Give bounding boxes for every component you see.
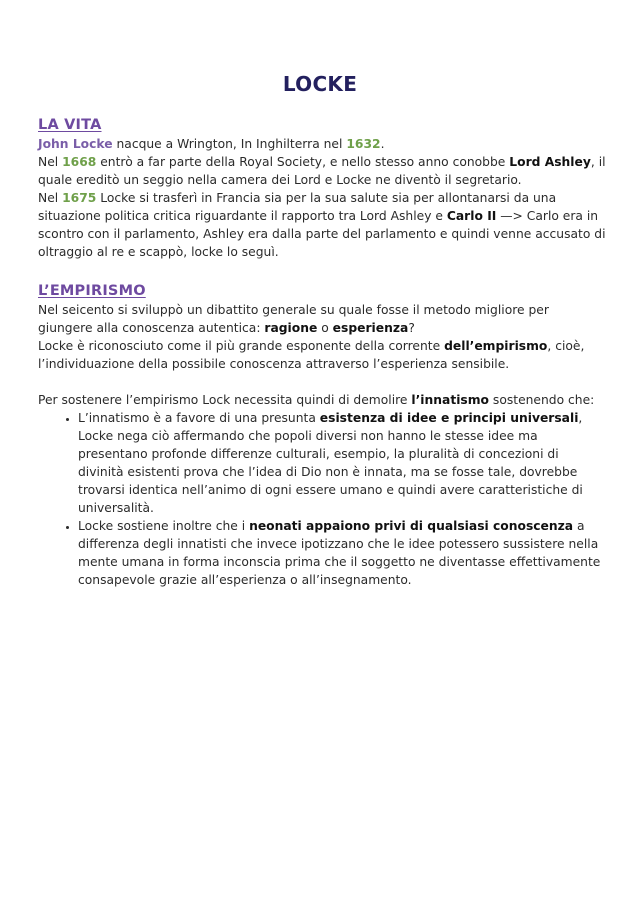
list-item: • Locke sostiene inoltre che i neonati appaiono privi di qualsiasi conoscenza a differenza degli innatisti che invece ipotizzano che le idee potessero sussistere nella mente umana in forma inconscia prima che il soggetto ne diventasse effettivamente consapevole grazie all’esperienza o all’insegnamento.: [78, 517, 606, 589]
bold-term: esperienza: [332, 321, 409, 335]
vita-paragraph-1: John Locke nacque a Wrington, In Inghilterra nel 1632.: [38, 137, 385, 151]
list-item: • L’innatismo è a favore di una presunta esistenza di idee e principi universali, Locke nega ciò affermando che popoli diversi non hanno le stesse idee ma presentano profonde differenze culturali, esempio, la pluralità di concezioni di divinità esistenti prova che l’idea di Dio non è innata, ma se fosse tale, dovrebbe trovarsi identica nell’animo di ogni essere umano e quindi avere caratteristiche di universalità.: [78, 409, 606, 517]
year-highlight: 1632: [346, 137, 381, 151]
empirismo-paragraph-3: Per sostenere l’empirismo Lock necessita quindi di demolire l’innatismo sostenendo che:: [38, 393, 595, 407]
section-heading-empirismo: L’EMPIRISMO: [38, 283, 146, 299]
bold-term: neonati appaiono privi di qualsiasi conoscenza: [249, 519, 574, 533]
vita-paragraph-3: Nel 1675 Locke si trasferì in Francia sia per la sua salute sia per allontanarsi da una situazione politica critica riguardante il rapporto tra Lord Ashley e Carlo II —> Carlo era in scontro con il parlamento, Ashley era dalla parte del parlamento e quindi venne accusato di oltraggio al re e scappò, locke lo seguì.: [38, 191, 606, 259]
year-highlight: 1668: [62, 155, 97, 169]
empirismo-paragraph-1: Nel seicento si sviluppò un dibattito generale su quale fosse il metodo migliore per giungere alla conoscenza autentica: ragione o esperienza?: [38, 303, 549, 335]
empirismo-paragraph-2: Locke è riconosciuto come il più grande esponente della corrente dell’empirismo, cioè, l’individuazione della possibile conoscenza attraverso l’esperienza sensibile.: [38, 339, 585, 371]
bold-term: Carlo II: [446, 209, 497, 223]
section-empirismo: [38, 283, 606, 589]
section-heading-vita: LA VITA: [38, 117, 102, 133]
year-highlight: 1675: [62, 191, 97, 205]
bold-term: ragione: [264, 321, 318, 335]
page-title: LOCKE: [282, 72, 358, 96]
bold-term: l’innatismo: [411, 393, 489, 407]
bold-term: Lord Ashley: [509, 155, 591, 169]
person-name: John Locke: [38, 137, 113, 151]
section-la-vita: [38, 117, 606, 261]
bold-term: dell’empirismo: [444, 339, 548, 353]
vita-paragraph-2: Nel 1668 entrò a far parte della Royal Society, e nello stesso anno conobbe Lord Ashley, il quale ereditò un seggio nella camera dei Lord e Locke ne diventò il segretario.: [38, 155, 606, 187]
bold-term: esistenza di idee e principi universali: [319, 411, 579, 425]
bullet-list: [38, 409, 606, 589]
